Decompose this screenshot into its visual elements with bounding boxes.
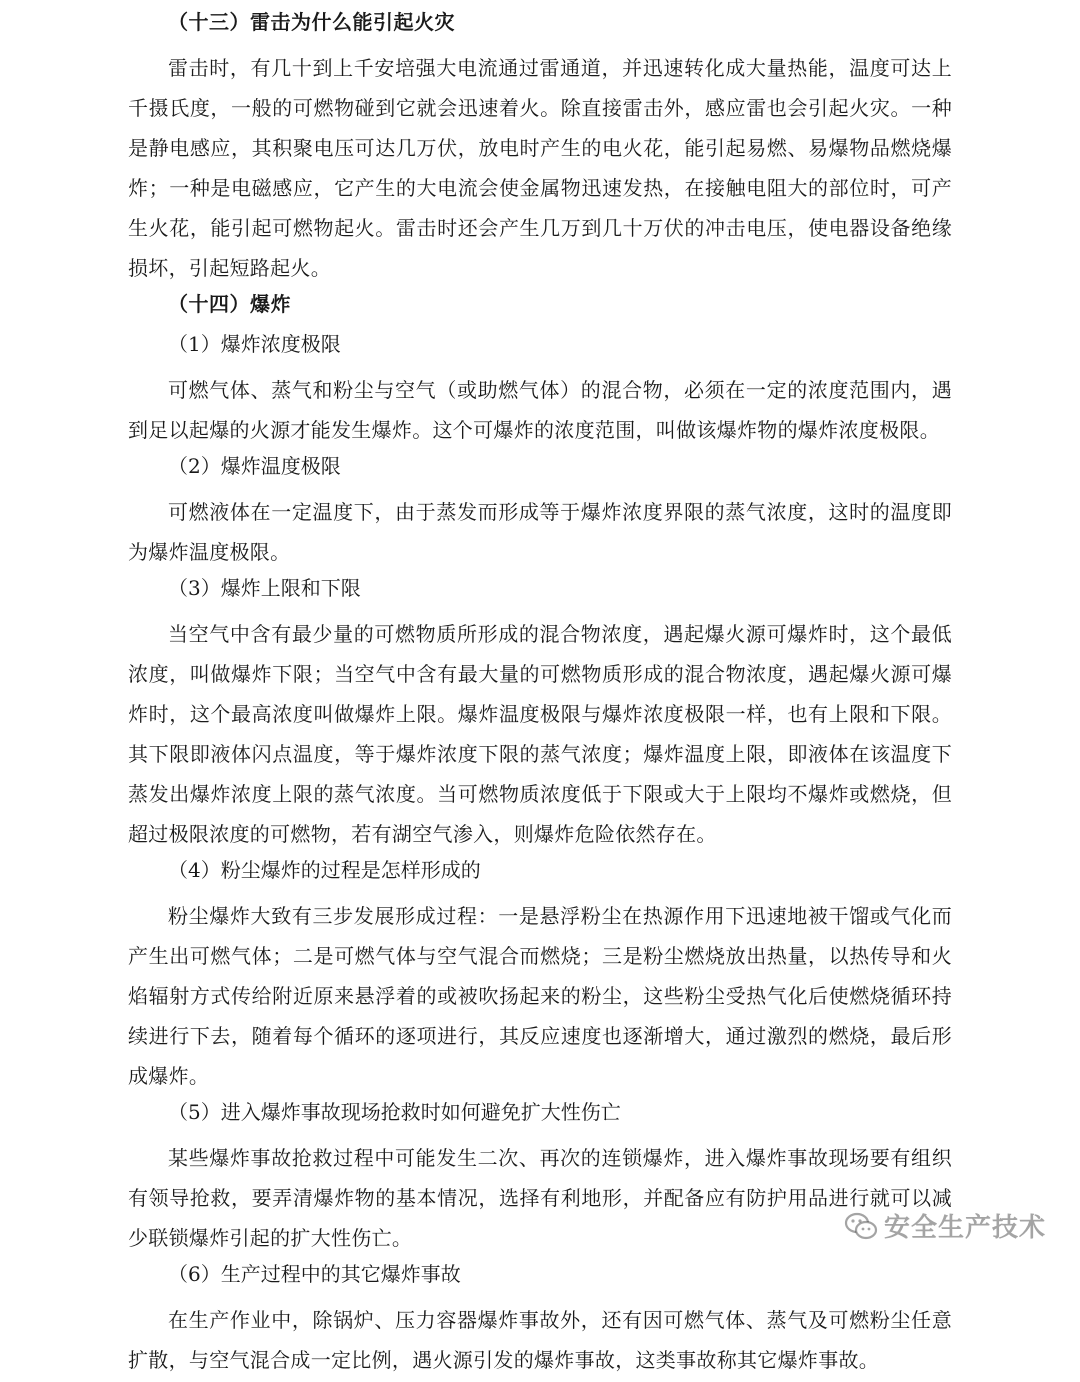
- subsection-text-2: 可燃液体在一定温度下，由于蒸发而形成等于爆炸浓度界限的蒸气浓度，这时的温度即为爆炸温度极限。: [128, 500, 952, 564]
- subsection-title-2: （2）爆炸温度极限: [168, 454, 341, 478]
- watermark: [844, 1207, 1046, 1244]
- subsection-text-3: 当空气中含有最少量的可燃物质所形成的混合物浓度，遇起爆火源可爆炸时，这个最低浓度，叫做爆炸下限；当空气中含有最大量的可燃物质形成的混合物浓度，遇起爆火源可爆炸时，这个最高浓度叫做爆炸上限。爆炸温度极限与爆炸浓度极限一样，也有上限和下限。其下限即液体闪点温度，等于爆炸浓度下限的蒸气浓度；爆炸温度上限，即液体在该温度下蒸发出爆炸浓度上限的蒸气浓度。当可燃物质浓度低于下限或大于上限均不爆炸或燃烧，但超过极限浓度的可燃物，若有湖空气渗入，则爆炸危险依然存在。: [128, 622, 952, 846]
- subsection-title-1: （1）爆炸浓度极限: [168, 332, 341, 356]
- watermark-text: 安全生产技术: [883, 1213, 1046, 1243]
- section-heading-14: （十四）爆炸: [168, 292, 291, 316]
- section-heading-13: （十三）雷击为什么能引起火灾: [168, 10, 455, 34]
- subsection-title-5: （5）进入爆炸事故现场抢救时如何避免扩大性伤亡: [168, 1100, 621, 1124]
- subsection-title-3: （3）爆炸上限和下限: [168, 576, 361, 600]
- subsection-title-4: （4）粉尘爆炸的过程是怎样形成的: [168, 858, 481, 882]
- subsection-text-6: 在生产作业中，除锅炉、压力容器爆炸事故外，还有因可燃气体、蒸气及可燃粉尘任意扩散，与空气混合成一定比例，遇火源引发的爆炸事故，这类事故称其它爆炸事故。: [128, 1308, 952, 1372]
- subsection-text-5: 某些爆炸事故抢救过程中可能发生二次、再次的连锁爆炸，进入爆炸事故现场要有组织有领导抢救，要弄清爆炸物的基本情况，选择有利地形，并配备应有防护用品进行就可以减少联锁爆炸引起的扩大性伤亡。: [128, 1146, 952, 1250]
- subsection-title-6: （6）生产过程中的其它爆炸事故: [168, 1262, 461, 1286]
- wechat-icon: [844, 1211, 878, 1241]
- section-13-paragraph: 雷击时，有几十到上千安培强大电流通过雷通道，并迅速转化成大量热能，温度可达上千摄氏度，一般的可燃物碰到它就会迅速着火。除直接雷击外，感应雷也会引起火灾。一种是静电感应，其积聚电压可达几万伏，放电时产生的电火花，能引起易燃、易爆物品燃烧爆炸；一种是电磁感应，它产生的大电流会使金属物迅速发热，在接触电阻大的部位时，可产生火花，能引起可燃物起火。雷击时还会产生几万到几十万伏的冲击电压，使电器设备绝缘损坏，引起短路起火。: [128, 56, 952, 280]
- subsection-text-1: 可燃气体、蒸气和粉尘与空气（或助燃气体）的混合物，必须在一定的浓度范围内，遇到足以起爆的火源才能发生爆炸。这个可爆炸的浓度范围，叫做该爆炸物的爆炸浓度极限。: [128, 378, 952, 442]
- subsection-text-4: 粉尘爆炸大致有三步发展形成过程：一是悬浮粉尘在热源作用下迅速地被干馏或气化而产生出可燃气体；二是可燃气体与空气混合而燃烧；三是粉尘燃烧放出热量，以热传导和火焰辐射方式传给附近原来悬浮着的或被吹扬起来的粉尘，这些粉尘受热气化后使燃烧循环持续进行下去，随着每个循环的逐项进行，其反应速度也逐渐增大，通过激烈的燃烧，最后形成爆炸。: [128, 904, 952, 1088]
- document-page: [128, 8, 952, 1382]
